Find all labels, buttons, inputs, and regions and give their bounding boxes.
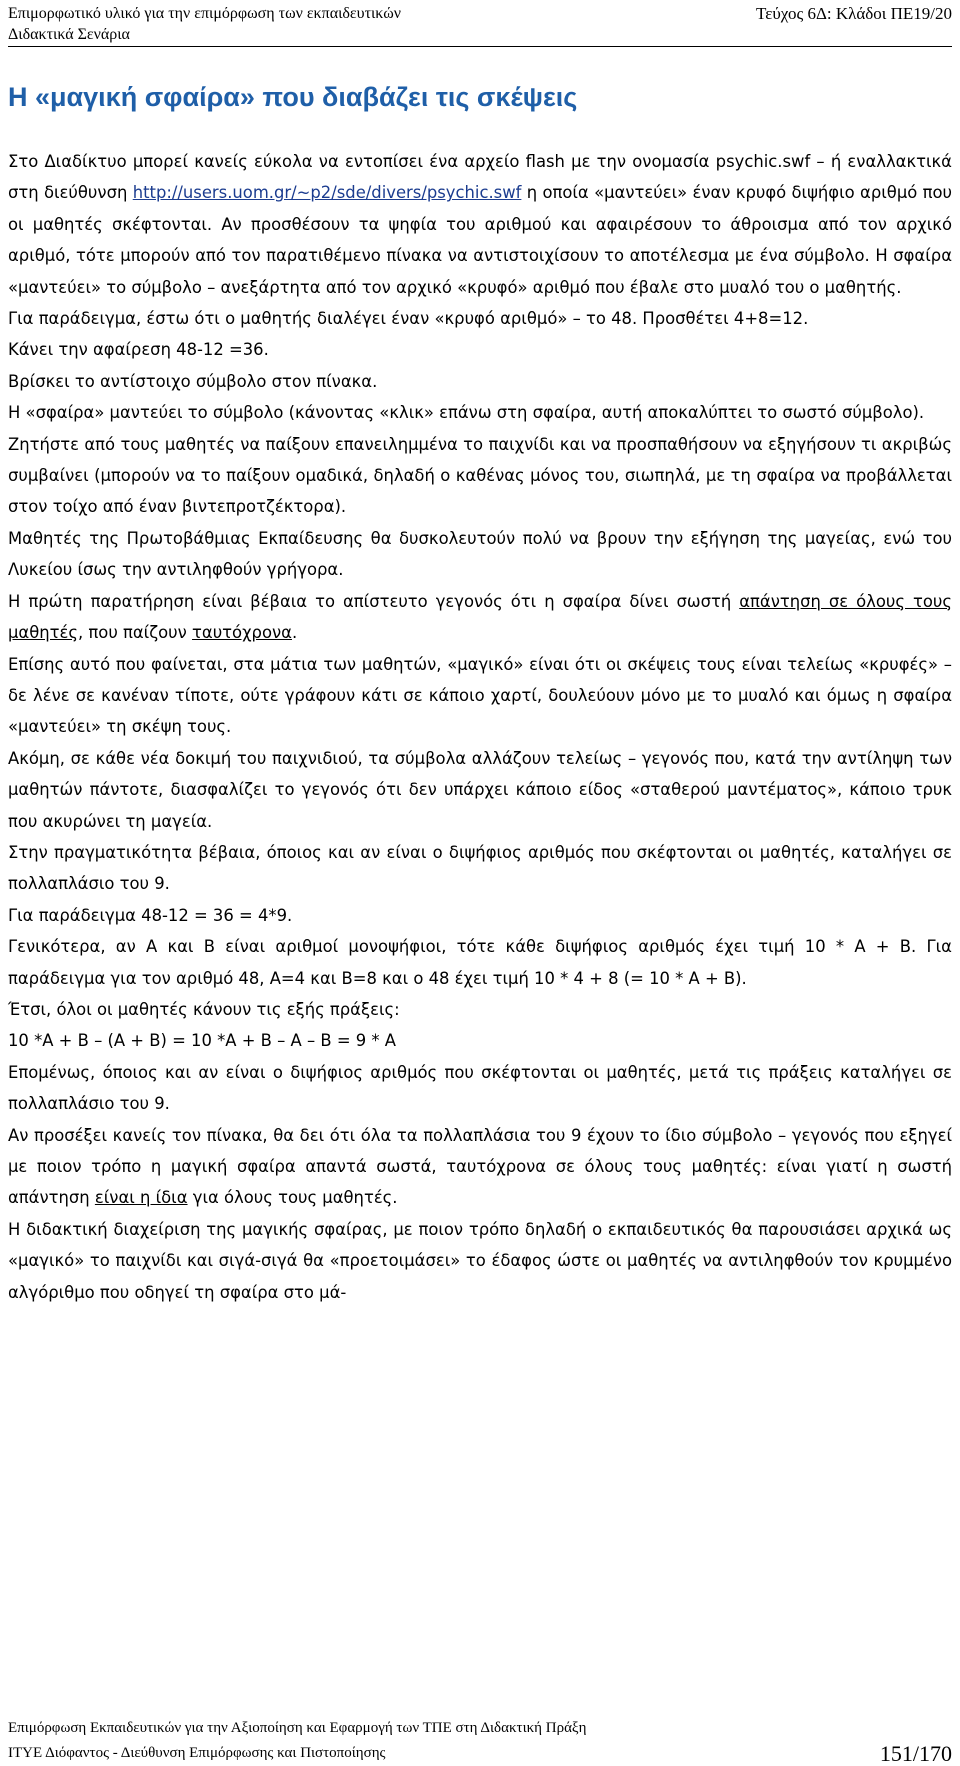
- paragraph-reality: Στην πραγματικότητα βέβαια, όποιος και αν είναι ο διψήφιος αριθμός που σκέφτονται οι μαθητές, καταλήγει σε πολλαπλάσιο του 9.: [8, 842, 952, 894]
- paragraph-symbols-change: Ακόμη, σε κάθε νέα δοκιμή του παιχνιδιού, τα σύμβολα αλλάζουν τελείως – γεγονός που, κατά την αντίληψη των μαθητών πάντοτε, διασφαλίζει το γεγονός ότι δεν υπάρχει κάποιο είδος «σταθερού μαντέματος», κάποιο τρυκ που ακυρώνει τη μαγεία.: [8, 748, 952, 831]
- paragraph-levels: Μαθητές της Πρωτοβάθμιας Εκπαίδευσης θα δυσκολευτούν πολύ να βρουν την εξήγηση της μαγείας, ενώ του Λυκείου ίσως την αντιληφθούν γρήγορα.: [8, 528, 952, 580]
- footer-organization: ΙΤΥΕ Διόφαντος - Διεύθυνση Επιμόρφωσης και Πιστοποίησης: [8, 1745, 386, 1761]
- paragraph-first-observation: Η πρώτη παρατήρηση είναι βέβαια το απίστευτο γεγονός ότι η σφαίρα δίνει σωστή απάντηση σε όλους τους μαθητές, που παίζουν ταυτόχρονα.: [8, 591, 952, 643]
- paragraph-table-observation: Αν προσέξει κανείς τον πίνακα, θα δει ότι όλα τα πολλαπλάσια του 9 έχουν το ίδιο σύμβολο – γεγονός που εξηγεί με ποιον τρόπο η μαγική σφαίρα απαντά σωστά, ταυτόχρονα σε όλους τους μαθητές: είναι γιατί η σωστή απάντηση είναι η ίδια για όλους τους μαθητές.: [8, 1125, 952, 1208]
- paragraph-ask-students: Ζητήστε από τους μαθητές να παίξουν επανειλημμένα το παιχνίδι και να προσπαθήσουν να εξηγήσουν τι ακριβώς συμβαίνει (μπορούν να το παίξουν ομαδικά, δηλαδή ο καθένας μόνος του, σιωπηλά, με τη σφαίρα να προβάλλεται στον τοίχο από έναν βιντεπροτζέκτορα).: [8, 434, 952, 517]
- header-divider: [8, 46, 952, 47]
- psychic-swf-link[interactable]: http://users.uom.gr/~p2/sde/divers/psychic.swf: [132, 183, 522, 203]
- header-publication: Επιμορφωτικό υλικό για την επιμόρφωση των εκπαιδευτικών: [8, 5, 401, 22]
- paragraph-subtraction: Κάνει την αφαίρεση 48-12 =36.: [8, 340, 269, 360]
- paragraph-generalization: Γενικότερα, αν Α και Β είναι αριθμοί μονοψήφιοι, τότε κάθε διψήφιος αριθμός έχει τιμή 10 * Α + Β. Για παράδειγμα για τον αριθμό 48, Α=4 και Β=8 και ο 48 έχει τιμή 10 * 4 + 8 (= 10 * Α + Β).: [8, 937, 952, 988]
- page-footer: [8, 1716, 952, 1766]
- paragraph-didactic-management: Η διδακτική διαχείριση της μαγικής σφαίρας, με ποιον τρόπο δηλαδή ο εκπαιδευτικός θα παρουσιάσει αρχικά ως «μαγικό» το παιχνίδι και σιγά-σιγά θα «προετοιμάσει» το έδαφος ώστε οι μαθητές να αντιληφθούν τον κρυμμένο αλγόριθμο που οδηγεί τη σφαίρα στο μά-: [8, 1219, 952, 1302]
- paragraph-hidden-thoughts: Επίσης αυτό που φαίνεται, στα μάτια των μαθητών, «μαγικό» είναι ότι οι σκέψεις τους είναι τελείως «κρυφές» – δε λένε σε κανέναν τίποτε, ούτε γράφουν κάτι σε κάποιο χαρτί, δουλεύουν μόνο με το μυαλό και όμως η σφαίρα «μαντεύει» τη σκέψη τους.: [8, 654, 952, 737]
- paragraph-find-symbol: Βρίσκει το αντίστοιχο σύμβολο στον πίνακα.: [8, 371, 378, 391]
- footer-program: Επιμόρφωση Εκπαιδευτικών για την Αξιοποίηση και Εφαρμογή των ΤΠΕ στη Διδακτική Πράξη: [8, 1720, 587, 1736]
- paragraph-conclusion: Επομένως, όποιος και αν είναι ο διψήφιος αριθμός που σκέφτονται οι μαθητές, μετά τις πράξεις καταλήγει σε πολλαπλάσιο του 9.: [8, 1062, 952, 1114]
- paragraph-operations-intro: Έτσι, όλοι οι μαθητές κάνουν τις εξής πράξεις:: [8, 999, 400, 1019]
- header-issue: Τεύχος 6Δ: Κλάδοι ΠΕ19/20: [756, 4, 952, 23]
- page-number: 151/170: [879, 1741, 952, 1766]
- paragraph-intro: Στο Διαδίκτυο μπορεί κανείς εύκολα να εντοπίσει ένα αρχείο flash με την ονομασία psychic.swf – ή εναλλακτικά στη διεύθυνση http://users.uom.gr/~p2/sde/divers/psychic.swf η οποία «μαντεύει» έναν κρυφό διψήφιο αριθμό που οι μαθητές σκέφτονται. Αν προσθέσουν τα ψηφία του αριθμού και αφαιρέσουν το άθροισμα από τον αρχικό αριθμό, τότε μπορούν από τον παρατιθέμενο πίνακα να αντιστοιχίσουν το αποτέλεσμα με ένα σύμβολο. Η σφαίρα «μαντεύει» το σύμβολο – ανεξάρτητα από τον αρχικό «κρυφό» αριθμό που έβαλε στο μυαλό του ο μαθητής.: [8, 152, 952, 297]
- header-section: Διδακτικά Σενάρια: [8, 26, 130, 43]
- paragraph-sphere-guess: Η «σφαίρα» μαντεύει το σύμβολο (κάνοντας «κλικ» επάνω στη σφαίρα, αυτή αποκαλύπτει το σωστό σύμβολο).: [8, 403, 925, 423]
- paragraph-example-calc: Για παράδειγμα 48-12 = 36 = 4*9.: [8, 905, 293, 925]
- paragraph-example: Για παράδειγμα, έστω ότι ο μαθητής διαλέγει έναν «κρυφό αριθμό» – το 48. Προσθέτει 4+8=12.: [8, 309, 809, 329]
- page-header: [8, 3, 952, 45]
- section-title: Η «μαγική σφαίρα» που διαβάζει τις σκέψεις: [8, 82, 578, 112]
- paragraph-formula: 10 *Α + Β – (Α + Β) = 10 *Α + Β – Α – Β = 9 * Α: [8, 1031, 397, 1051]
- document-body: [8, 146, 952, 1308]
